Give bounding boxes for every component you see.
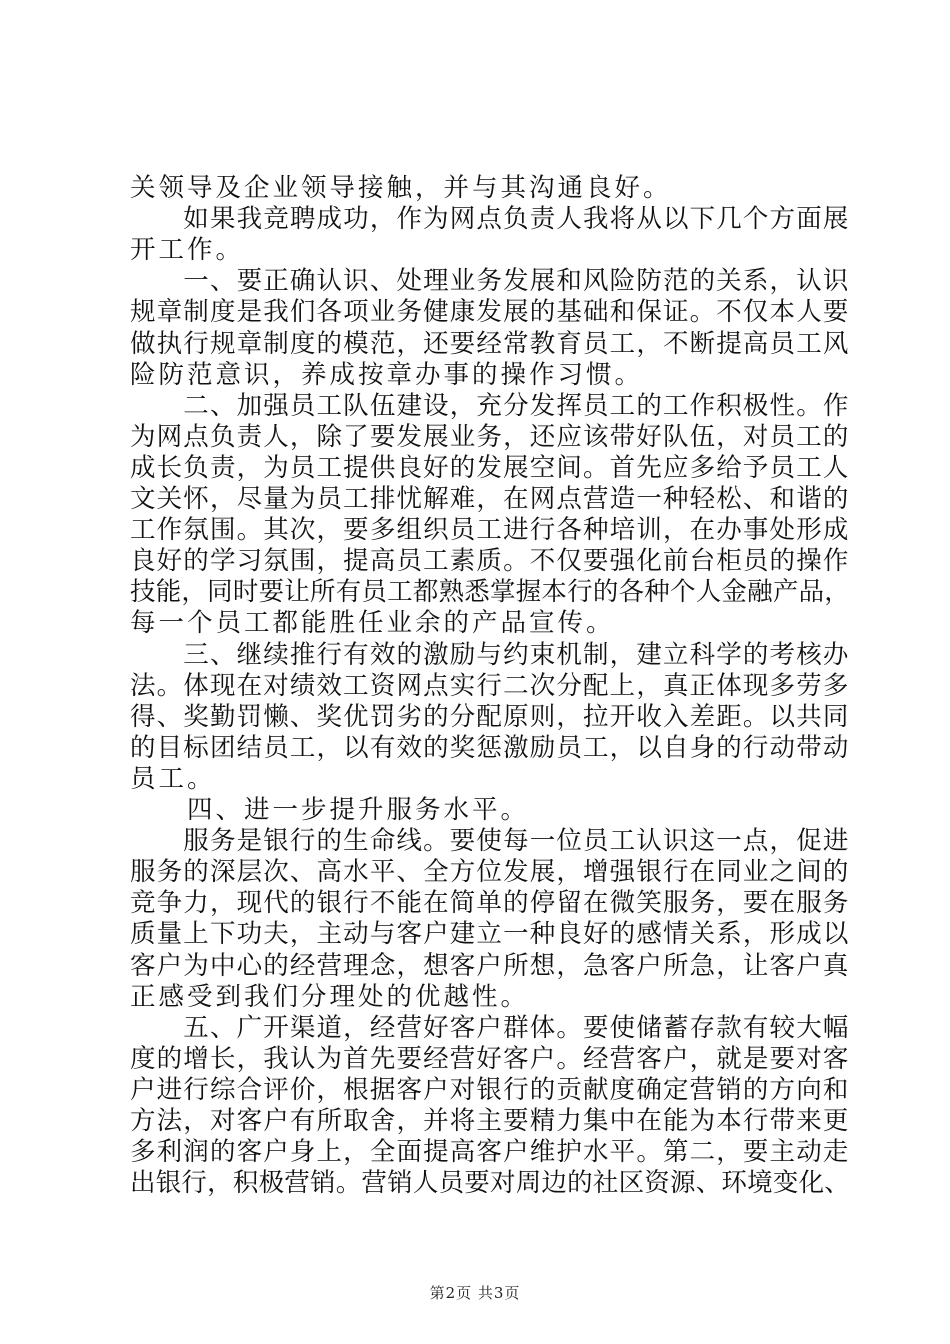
text-line: 四、进一步提升服务水平。 [130,795,530,825]
text-line: 险防范意识，养成按章办事的操作习惯。 [130,359,644,390]
text-line: 度的增长，我认为首先要经营好客户。经营客户，就是要对客 [130,1043,850,1074]
text-line: 规章制度是我们各项业务健康发展的基础和保证。不仅本人要 [130,297,850,328]
text-line: 关领导及企业领导接触，并与其沟通良好。 [130,173,672,203]
text-line: 正感受到我们分理处的优越性。 [130,981,530,1012]
text-line: 二、加强员工队伍建设，充分发挥员工的工作积极性。作 [130,390,850,421]
text-line: 质量上下功夫，主动与客户建立一种良好的感情关系，形成以 [130,919,850,950]
text-line: 工作氛围。其次，要多组织员工进行各种培训，在办事处形成 [130,515,850,546]
text-line: 户进行综合评价，根据客户对银行的贡献度确定营销的方向和 [130,1074,850,1105]
text-line: 多利润的客户身上，全面提高客户维护水平。第二，要主动走 [130,1137,850,1168]
text-line: 法。体现在对绩效工资网点实行二次分配上，真正体现多劳多 [130,670,850,701]
text-line: 服务的深层次、高水平、全方位发展，增强银行在同业之间的 [130,857,850,888]
text-line: 服务是银行的生命线。要使每一位员工认识这一点，促进 [130,826,850,857]
text-line: 一、要正确认识、处理业务发展和风险防范的关系，认识 [130,266,850,297]
text-line: 三、继续推行有效的激励与约束机制，建立科学的考核办 [130,639,850,670]
text-line: 良好的学习氛围，提高员工素质。不仅要强化前台柜员的操作 [130,546,850,577]
text-line: 方法，对客户有所取舍，并将主要精力集中在能为本行带来更 [130,1106,850,1136]
text-line: 成长负责，为员工提供良好的发展空间。首先应多给予员工人 [130,452,850,483]
page-footer: 第2页 共3页 [429,1284,521,1302]
text-line: 得、奖勤罚懒、奖优罚劣的分配原则，拉开收入差距。以共同 [130,701,850,732]
text-line: 出银行，积极营销。营销人员要对周边的社区资源、环境变化、 [130,1168,851,1199]
text-line: 员工。 [130,763,216,794]
text-line: 技能，同时要让所有员工都熟悉掌握本行的各种个人金融产品， [130,577,851,608]
text-line: 为网点负责人，除了要发展业务，还应该带好队伍，对员工的 [130,421,850,452]
text-line: 竞争力，现代的银行不能在简单的停留在微笑服务，要在服务 [130,888,850,919]
text-line: 每一个员工都能胜任业余的产品宣传。 [130,608,615,639]
text-line: 文关怀，尽量为员工排忧解难，在网点营造一种轻松、和谐的 [130,484,850,514]
text-line: 客户为中心的经营理念，想客户所想，急客户所急，让客户真 [130,950,850,981]
text-line: 的目标团结员工，以有效的奖惩激励员工，以自身的行动带动 [130,732,850,763]
text-line: 五、广开渠道，经营好客户群体。要使储蓄存款有较大幅 [130,1012,850,1043]
text-line: 如果我竞聘成功，作为网点负责人我将从以下几个方面展 [130,204,850,235]
text-line: 开工作。 [130,235,245,266]
text-line: 做执行规章制度的模范，还要经常教育员工，不断提高员工风 [130,328,850,359]
